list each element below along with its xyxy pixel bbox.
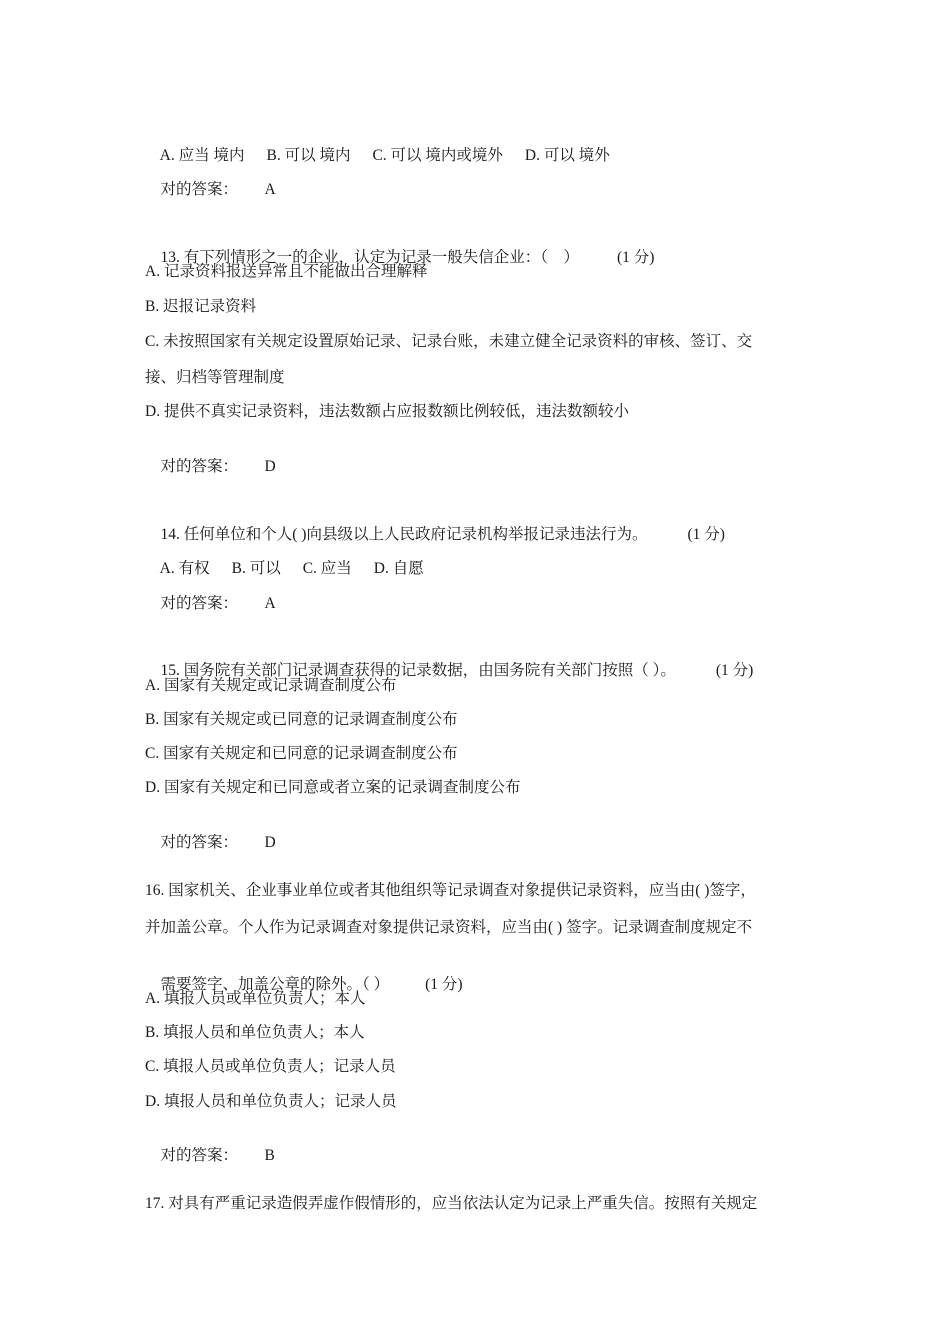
question-16-line-2: 并加盖公章。个人作为记录调查对象提供记录资料，应当由( ) 签字。记录调查制度规定不	[145, 919, 753, 936]
option-d: D. 可以 境外	[524, 147, 610, 164]
question-score: (1 分)	[715, 662, 754, 679]
answer-label: 对的答案：	[160, 834, 239, 851]
option-b: B. 可以	[231, 560, 281, 577]
question-16-line-1: 16. 国家机关、企业事业单位或者其他组织等记录调查对象提供记录资料，应当由( )签字，	[145, 882, 756, 899]
q16-option-c: C. 填报人员或单位负责人；记录人员	[145, 1058, 396, 1075]
q16-option-a: A. 填报人员或单位负责人；本人	[145, 990, 366, 1007]
question-text: 需要签字、加盖公章的除外。（ ）	[160, 976, 390, 993]
answer-value: D	[264, 834, 276, 851]
q15-answer	[145, 813, 276, 873]
option-c: C. 可以 境内或境外	[372, 147, 503, 164]
option-b: B. 可以 境内	[266, 147, 351, 164]
answer-label: 对的答案：	[160, 458, 239, 475]
option-a: A. 有权	[159, 560, 210, 577]
question-17: 17. 对具有严重记录造假弄虚作假情形的，应当依法认定为记录上严重失信。按照有关规定	[145, 1195, 758, 1212]
question-score: (1 分)	[425, 976, 463, 993]
answer-value: B	[264, 1147, 275, 1164]
answer-value: A	[264, 595, 276, 612]
q14-answer	[145, 574, 276, 634]
q15-option-a: A. 国家有关规定或记录调查制度公布	[145, 677, 397, 694]
q13-option-a: A. 记录资料报送异常且不能做出合理解释	[145, 263, 428, 280]
q13-option-c-cont: 接、归档等管理制度	[145, 369, 285, 386]
q13-option-b: B. 迟报记录资料	[145, 298, 257, 315]
question-score: (1 分)	[687, 526, 725, 543]
q15-option-c: C. 国家有关规定和已同意的记录调查制度公布	[145, 745, 458, 762]
q16-option-b: B. 填报人员和单位负责人；本人	[145, 1024, 365, 1041]
option-d: D. 自愿	[373, 560, 424, 577]
answer-label: 对的答案：	[160, 181, 239, 198]
q15-option-d: D. 国家有关规定和已同意或者立案的记录调查制度公布	[145, 779, 521, 796]
option-a: A. 应当 境内	[159, 147, 245, 164]
prev-answer	[145, 160, 276, 220]
question-text: 15. 国务院有关部门记录调查获得的记录数据，由国务院有关部门按照（ ）。	[160, 662, 676, 679]
q16-answer	[145, 1126, 275, 1186]
answer-value: D	[264, 458, 276, 475]
q13-answer	[145, 437, 276, 497]
question-text: 13. 有下列情形之一的企业，认定为记录一般失信企业：（ ）	[160, 249, 580, 266]
q16-option-d: D. 填报人员和单位负责人；记录人员	[145, 1093, 397, 1110]
answer-value: A	[264, 181, 276, 198]
q15-option-b: B. 国家有关规定或已同意的记录调查制度公布	[145, 711, 458, 728]
answer-label: 对的答案：	[160, 595, 239, 612]
answer-label: 对的答案：	[160, 1147, 239, 1164]
question-text: 14. 任何单位和个人( )向县级以上人民政府记录机构举报记录违法行为。	[160, 526, 648, 543]
q13-option-d: D. 提供不真实记录资料，违法数额占应报数额比例较低，违法数额较小	[145, 403, 629, 420]
question-score: (1 分)	[617, 249, 655, 266]
q13-option-c: C. 未按照国家有关规定设置原始记录、记录台账，未建立健全记录资料的审核、签订、交	[145, 333, 753, 350]
option-c: C. 应当	[302, 560, 352, 577]
